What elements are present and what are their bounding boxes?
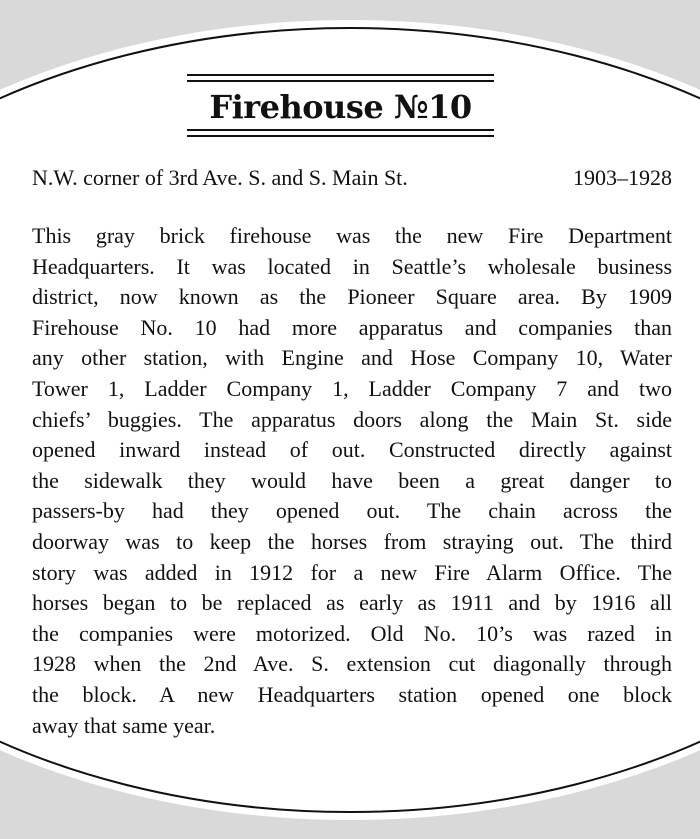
body-line: opened inward instead of out. Constructed directly against [32, 437, 672, 463]
body-line: Firehouse No. 10 had more apparatus and companies than [32, 314, 672, 340]
title-block [187, 74, 494, 144]
title-rule-bottom-1 [187, 129, 494, 131]
body-line: doorway was to keep the horses from straying out. The third [32, 528, 672, 554]
body-line: passers-by had they opened out. The chain across the [32, 498, 672, 524]
body-line: the companies were motorized. Old No. 10’s was razed in [32, 620, 672, 646]
body-line: horses began to be replaced as early as 1911 and by 1916 all [32, 590, 672, 616]
body-line: district, now known as the Pioneer Square area. By 1909 [32, 284, 672, 310]
body-line: 1928 when the 2nd Ave. S. extension cut diagonally through [32, 651, 672, 677]
body-line: any other station, with Engine and Hose Company 10, Water [32, 345, 672, 371]
body-line: chiefs’ buggies. The apparatus doors along the Main St. side [32, 406, 672, 432]
body-line: Tower 1, Ladder Company 1, Ladder Company 7 and two [32, 375, 672, 401]
title-rule-bottom-2 [187, 135, 494, 137]
body-line: the sidewalk they would have been a great danger to [32, 467, 672, 493]
years-text: 1903–1928 [573, 165, 672, 190]
body-line: the block. A new Headquarters station opened one block [32, 681, 672, 707]
body-line: This gray brick firehouse was the new Fire Department [32, 223, 672, 248]
location-text: N.W. corner of 3rd Ave. S. and S. Main St. [32, 165, 408, 190]
body-line: story was added in 1912 for a new Fire Alarm Office. The [32, 559, 672, 585]
page-title: Firehouse №10 [209, 88, 472, 126]
body-line: Headquarters. It was located in Seattle’s wholesale business [32, 253, 672, 279]
body-paragraph [32, 221, 672, 741]
title-rule-top-2 [187, 80, 494, 82]
body-line: away that same year. [32, 712, 216, 738]
title-rule-top-1 [187, 74, 494, 76]
